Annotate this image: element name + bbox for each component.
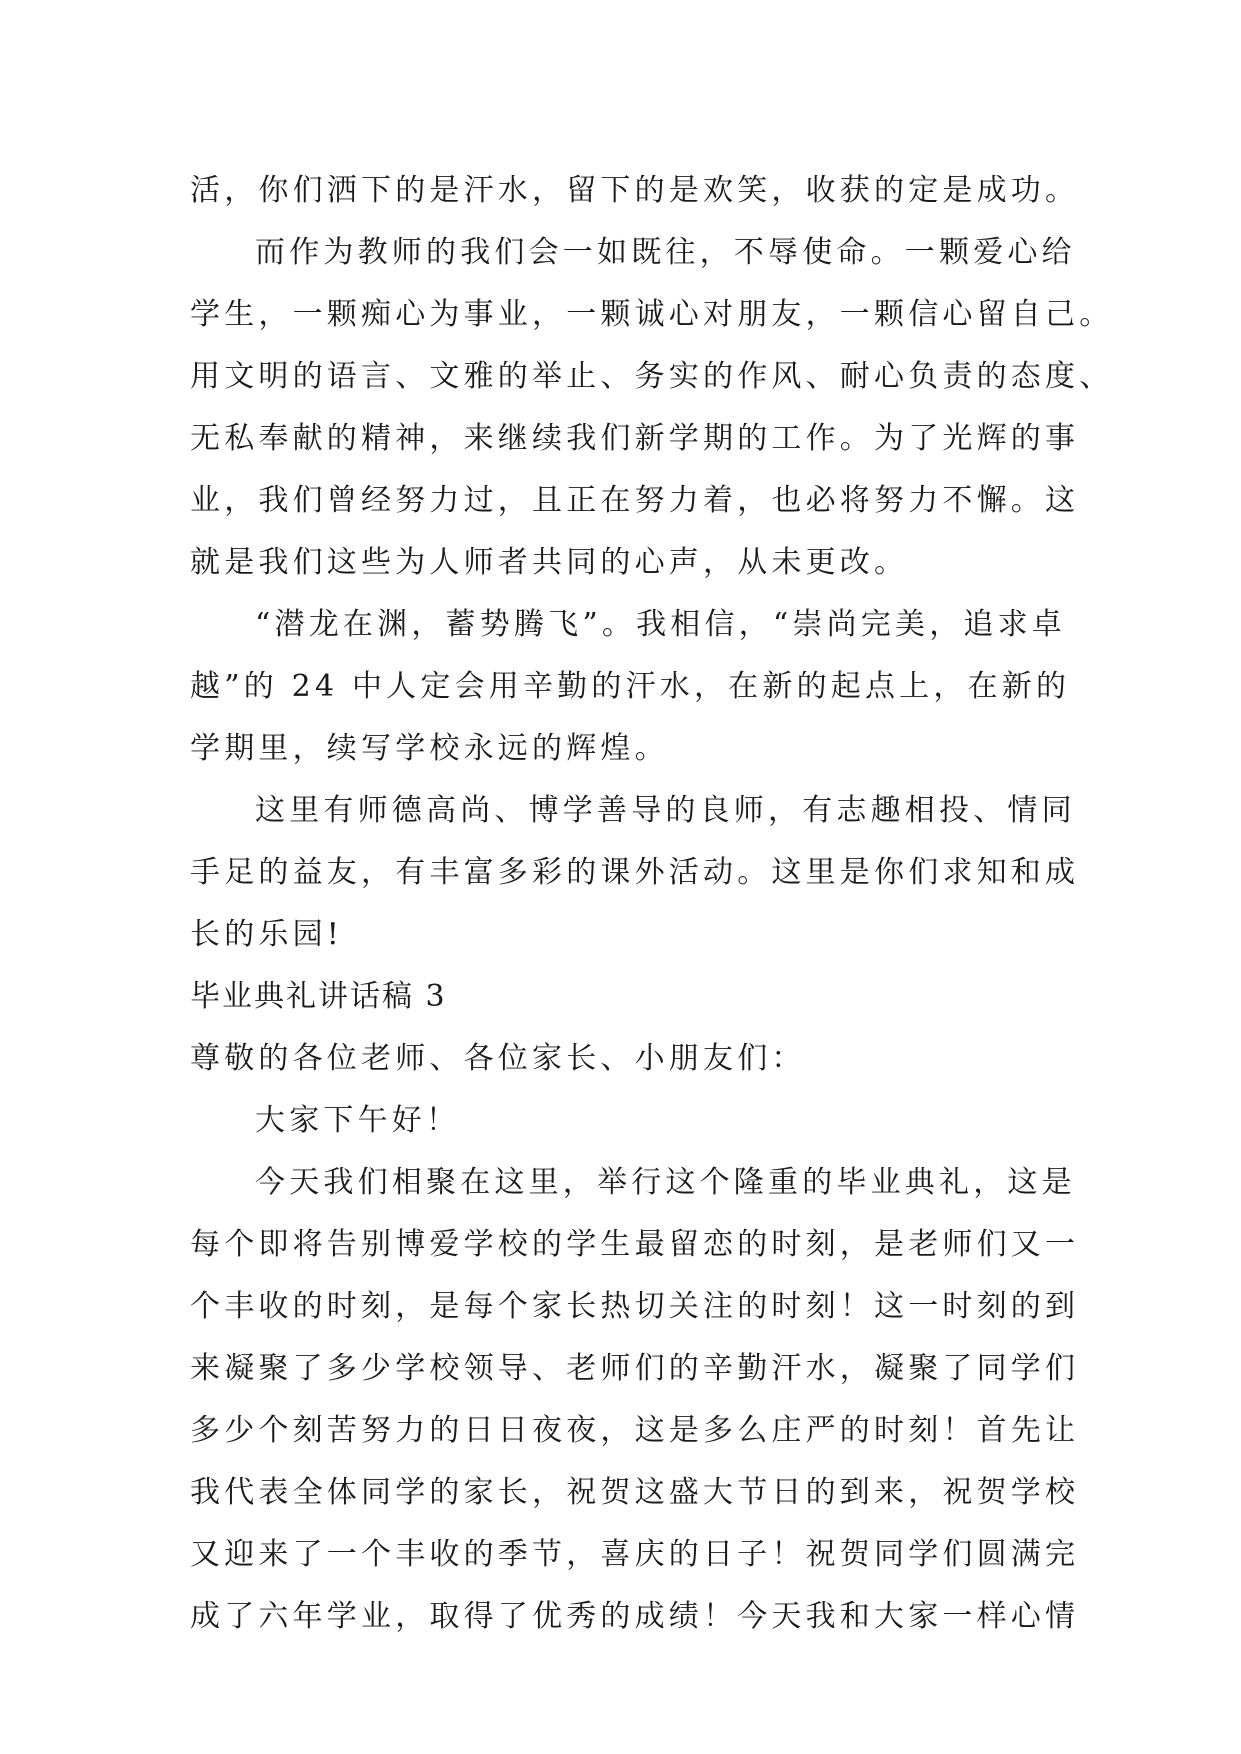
paragraph-start-line: 而作为教师的我们会一如既往，不辱使命。一颗爱心给 <box>255 235 1076 270</box>
text-line: 每个即将告别博爱学校的学生最留恋的时刻，是老师们又一 <box>190 1227 1080 1262</box>
text-line: 多少个刻苦努力的日日夜夜，这是多么庄严的时刻！首先让 <box>190 1413 1080 1448</box>
text-line: 长的乐园! <box>190 917 344 952</box>
text-line: 成了六年学业，取得了优秀的成绩！今天我和大家一样心情 <box>190 1599 1080 1634</box>
text-line: 就是我们这些为人师者共同的心声，从未更改。 <box>190 545 909 580</box>
text-line: 用文明的语言、文雅的举止、务实的作风、耐心负责的态度、 <box>190 359 1114 394</box>
text-line: 学生，一颗痴心为事业，一颗诚心对朋友，一颗信心留自己。 <box>190 297 1114 332</box>
text-line: 我代表全体同学的家长，祝贺这盛大节日的到来，祝贺学校 <box>190 1475 1080 1510</box>
paragraph-start-line: 这里有师德高尚、博学善导的良师，有志趣相投、情同 <box>255 793 1076 828</box>
text-line: 无私奉献的精神，来继续我们新学期的工作。为了光辉的事 <box>190 421 1080 456</box>
salutation-line: 尊敬的各位老师、各位家长、小朋友们： <box>190 1041 806 1076</box>
text-line: 个丰收的时刻，是每个家长热切关注的时刻！这一时刻的到 <box>190 1289 1080 1324</box>
greeting-line: 大家下午好！ <box>255 1103 461 1138</box>
text-line: 学期里，续写学校永远的辉煌。 <box>190 731 669 766</box>
paragraph-start-line: 今天我们相聚在这里，举行这个隆重的毕业典礼，这是 <box>255 1165 1076 1200</box>
text-line: 业，我们曾经努力过，且正在努力着，也必将努力不懈。这 <box>190 483 1080 518</box>
text-line: 越”的 24 中人定会用辛勤的汗水，在新的起点上，在新的 <box>190 669 1071 704</box>
document-page <box>190 160 1114 1648</box>
text-line: 手足的益友，有丰富多彩的课外活动。这里是你们求知和成 <box>190 855 1080 890</box>
paragraph-start-line: “潜龙在渊，蓄势腾飞”。我相信，“崇尚完美，追求卓 <box>255 607 1067 642</box>
text-line: 活，你们洒下的是汗水，留下的是欢笑，收获的定是成功。 <box>190 173 1080 208</box>
text-line: 又迎来了一个丰收的季节，喜庆的日子！祝贺同学们圆满完 <box>190 1537 1080 1572</box>
section-heading: 毕业典礼讲话稿 3 <box>190 979 447 1014</box>
text-line: 来凝聚了多少学校领导、老师们的辛勤汗水，凝聚了同学们 <box>190 1351 1080 1386</box>
